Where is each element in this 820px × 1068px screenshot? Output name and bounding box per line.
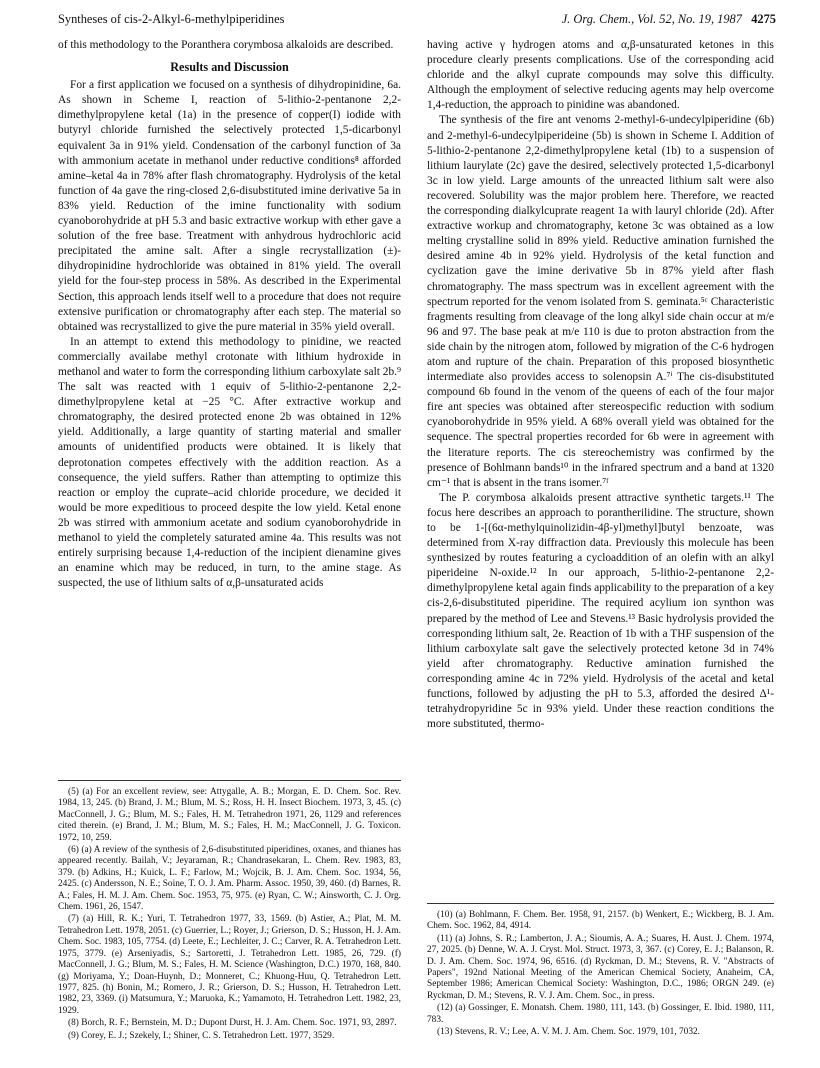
footnote: (7) (a) Hill, R. K.; Yuri, T. Tetrahedron 1977, 33, 1569. (b) Astier, A.; Plat, M. M. Tetrahedron Lett. 1978, 2051. (c) Guerrier, L.; Royer, J.; Grierson, D. S.; Husson, H. J. Am. Chem. Soc. 1983, 105, 7754. (d) Leete, E.; Lechleiter, J. C.; Carver, R. A. Tetrahedron Lett. 1975, 3779. (e) Arseniyadis, S.; Sartoretti, J. Tetrahedron Lett. 1985, 26, 729. (f) MacConnell, J. G.; Blum, M. S.; Fales, H. M. Science (Washington, D.C.) 1970, 168, 840. (g) Moriyama, Y.; Doan-Huynh, D.; Monneret, C.; Khuong-Huu, Q. Tetrahedron Lett. 1977, 825. (h) Bonin, M.; Romero, J. R.; Grierson, D. S.; Husson, H. Tetrahedron Lett. 1982, 23, 3369. (i) Matsumura, Y.; Maruoka, K.; Yamamoto, H. Tetrahedron Lett. 1982, 23, 1929.: [58, 914, 401, 1016]
right-column: [427, 38, 774, 732]
intro-tail: of this methodology to the Poranthera corymbosa alkaloids are described.: [58, 39, 394, 51]
page-header: [58, 12, 776, 32]
journal-citation: [562, 12, 776, 27]
footnote: (6) (a) A review of the synthesis of 2,6-disubstituted piperidines, oxanes, and thianes has appeared recently. Bailah, V.; Jeyaraman, R.; Chandrasekaran, L. Chem. Rev. 1983, 83, 379. (b) Adkins, H.; Kuick, L. F.; Farlow, M.; Wojcik, B. J. Am. Chem. Soc. 1934, 56, 2425. (c) Andersson, N. E.; Soine, T. O. J. Am. Pharm. Assoc. 1950, 39, 460. (d) Barnes, R. A.; Fales, H. M. J. Am. Chem. Soc. 1953, 75, 975. (e) Ryan, C. W.; Ainsworth, C. J. Org. Chem. 1961, 26, 1547.: [58, 845, 401, 913]
footnote: (10) (a) Bohlmann, F. Chem. Ber. 1958, 91, 2157. (b) Wenkert, E.; Wickberg, B. J. Am. Chem. Soc. 1962, 84, 4914.: [427, 910, 774, 932]
footnote: (12) (a) Gossinger, E. Monatsh. Chem. 1980, 111, 143. (b) Gossinger, E. Ibid. 1980, 111, 783.: [427, 1003, 774, 1025]
body-paragraph: The P. corymbosa alkaloids present attractive synthetic targets.¹¹ The focus here describes an approach to porantherilidine. The structure, shown to be 1-[(6α-methylquinolizidin-4β-yl)methyl]butyl benzoate, was determined from X-ray diffraction data. Previously this molecule has been synthesized by routes featuring a cycloaddition of an olefin with an alkyl piperideine N-oxide.¹² In our approach, 5-lithio-2-pentanone 2,2-dimethylpropylene ketal again finds applicability to the preparation of a key cis-2,6-disubstituted piperidine. The required acylium ion synthon was prepared by the method of Lee and Stevens.¹³ Basic hydrolysis provided the corresponding lithium salt, 2e. Reaction of 1b with a THF suspension of the lithium carboxylate salt gave the selectively protected ketone 3d in 74% yield after chromatography. Reductive amination furnished the corresponding amine 4c in 72% yield. Hydrolysis of the acetal and ketal functions, followed by adjusting the pH to 5.3, afforded the desired Δ¹-tetrahydropyridine 5c in 93% yield. Under these reaction conditions the more substituted, thermo-: [427, 491, 774, 731]
footnote: (5) (a) For an excellent review, see: Attygalle, A. B.; Morgan, E. D. Chem. Soc. Rev. 1984, 13, 245. (b) Brand, J. M.; Blum, M. S.; Ross, H. H. Insect Biochem. 1973, 3, 45. (c) MacConnell, J. G.; Blum, M. S.; Fales, H. M. Tetrahedron 1971, 26, 1129 and references cited therein. (e) Brand, J. M.; Blum, M. S.; Fales, H. M.; MacConnell, J. G. Toxicon. 1972, 10, 259.: [58, 787, 401, 843]
footnote: (13) Stevens, R. V.; Lee, A. V. M. J. Am. Chem. Soc. 1979, 101, 7032.: [437, 1027, 701, 1038]
running-title: Syntheses of cis-2-Alkyl-6-methylpiperidines: [58, 12, 285, 26]
footnote: (11) (a) Johns, S. R.; Lamberton, J. A.; Sioumis, A. A.; Suares, H. Aust. J. Chem. 1974, 27, 2025. (b) Denne, W. A. J. Cryst. Mol. Struct. 1973, 3, 367. (c) Corey, E. J.; Balanson, R. D. J. Am. Chem. Soc. 1974, 96, 6516. (d) Ryckman, D. M.; Stevens, R. V. "Abstracts of Papers", 192nd National Meeting of the American Chemical Society, Anaheim, CA, September 1986; American Chemical Society: Washington, D.C., 1986; ORGN 249. (e) Ryckman, D. M.; Stevens, R. V. J. Am. Chem. Soc., in press.: [427, 933, 774, 1001]
body-paragraph: For a first application we focused on a synthesis of dihydropinidine, 6a. As shown in Scheme I, reaction of 5-lithio-2-pentanone 2,2-dimethylpropylene ketal (1a) in the presence of copper(I) iodide with butyryl chloride furnished the selectively protected 1,5-dicarbonyl equivalent 3a in 91% yield. Condensation of the carbonyl function of 3a with ammonium acetate in methanol under reductive conditions⁸ afforded amine–ketal 4a in 78% after flash chromatography. Hydrolysis of the ketal function of 4a gave the ring-closed 2,6-disubstituted imine derivative 5a in 83% yield. Reduction of the imine functionality with sodium cyanoborohydride at pH 5.3 and basic extractive workup with ether gave a solution of the free base. Treatment with anhydrous hydrochloric acid precipitated the amine salt. After a single recrystallization (±)-dihydropinidine hydrochloride was obtained in 81% yield. The overall yield for the four-step process in 58%. As described in the Experimental Section, this approach lends itself well to a procedure that does not require extensive purification or chromatography after each step. The material so obtained was recrystallized to give the pure material in 35% yield overall.: [58, 79, 401, 333]
body-paragraph: having active γ hydrogen atoms and α,β-unsaturated ketones in this procedure clearly presents complications. Use of the corresponding acid chloride and the alkyl cuprate compounds may solve this difficulty. Although the employment of selective reducing agents may help overcome 1,4-reduction, the approach to pinidine was abandoned.: [427, 39, 774, 112]
body-paragraph: The synthesis of the fire ant venoms 2-methyl-6-undecylpiperidine (6b) and 2-methyl-6-undecylpiperideine (5b) is shown in Scheme I. Addition of 5-lithio-2-pentanone 2,2-dimethylpropylene ketal (1b) to a suspension of lithium laurylate (2c) gave the desired, selectively protected 1,5-dicarbonyl 3c in low yield. Large amounts of the unreacted lithium salt were also recovered. Solubility was the major problem here. Therefore, we reacted the corresponding dialkylcuprate reagent 1a with lauryl chloride (2d). After extractive workup and chromatography, ketone 3c was obtained as a low melting crystalline solid in 89% yield. Reductive amination furnished the desired amine 4b in 92% yield. Hydrolysis of the ketal function and cyclization gave the imine derivative 5b in 87% yield after flash chromatography. The mass spectrum was in excellent agreement with the spectrum reported for the venom isolated from S. geminata.⁵ᶜ Characteristic fragments resulting from cleavage of the long alkyl side chain occur at m/e 96 and 97. The base peak at m/e 110 is due to proton abstraction from the side chain by the nitrogen atom, followed by migration of the C-6 hydrogen atom and rupture of the chain. Preparation of this proposed biosynthetic intermediate also provides access to solenopsin A.⁷ⁱ The cis-disubstituted compound 6b found in the venom of the queens of each of the four major fire ant species was obtained after stereospecific reduction with sodium cyanoborohydride in 95% yield. A 68% overall yield was obtained for the sequence. The spectral properties recorded for 6b were in agreement with the literature reports. The cis stereochemistry was confirmed by the presence of Bohlmann bands¹⁰ in the infrared spectrum and a band at 1320 cm⁻¹ that is absent in the trans isomer.⁷ᶠ: [427, 114, 774, 489]
page-number: 4275: [751, 12, 776, 26]
footnotes-left: [58, 780, 401, 1043]
left-column: [58, 38, 401, 591]
journal-name: J. Org. Chem., Vol. 52, No. 19, 1987: [561, 12, 742, 26]
footnotes-right: [427, 903, 774, 1039]
footnote: (8) Borch, R. F.; Bernstein, M. D.; Dupont Durst, H. J. Am. Chem. Soc. 1971, 93, 2897.: [68, 1018, 397, 1029]
footnote: (9) Corey, E. J.; Szekely, I.; Shiner, C. S. Tetrahedron Lett. 1977, 3529.: [68, 1030, 335, 1041]
section-title: Results and Discussion: [170, 60, 289, 75]
body-paragraph: In an attempt to extend this methodology to pinidine, we reacted commercially availabe methyl crotonate with lithium hydroxide in methanol and water to form the corresponding lithium carboxylate salt 2b.⁹ The salt was reacted with 1 equiv of 5-lithio-2-pentanone 2,2-dimethylpropylene ketal at −25 °C. After extractive workup and chromatography, the desired protected enone 2b was obtained in 12% yield. Additionally, a large quantity of starting material and smaller amounts of unidentified products were obtained. It is likely that deprotonation competes effectively with the addition reaction. As a consequence, the yield suffers. Rather than attempting to optimize this reaction or employ the cuprate–acid chloride procedure, we decided it would be more expeditious to proceed despite the low yield. Ketal enone 2b was stirred with ammonium acetate and sodium cyanoborohydride in methanol to yield the completely saturated amine 4a. This results was not entirely surprising because 1,4-reduction of the incipient dienamine gives an enamine which may be reduced, in turn, to the amine stage. As suspected, the use of lithium salts of α,β-unsaturated acids: [58, 335, 401, 590]
